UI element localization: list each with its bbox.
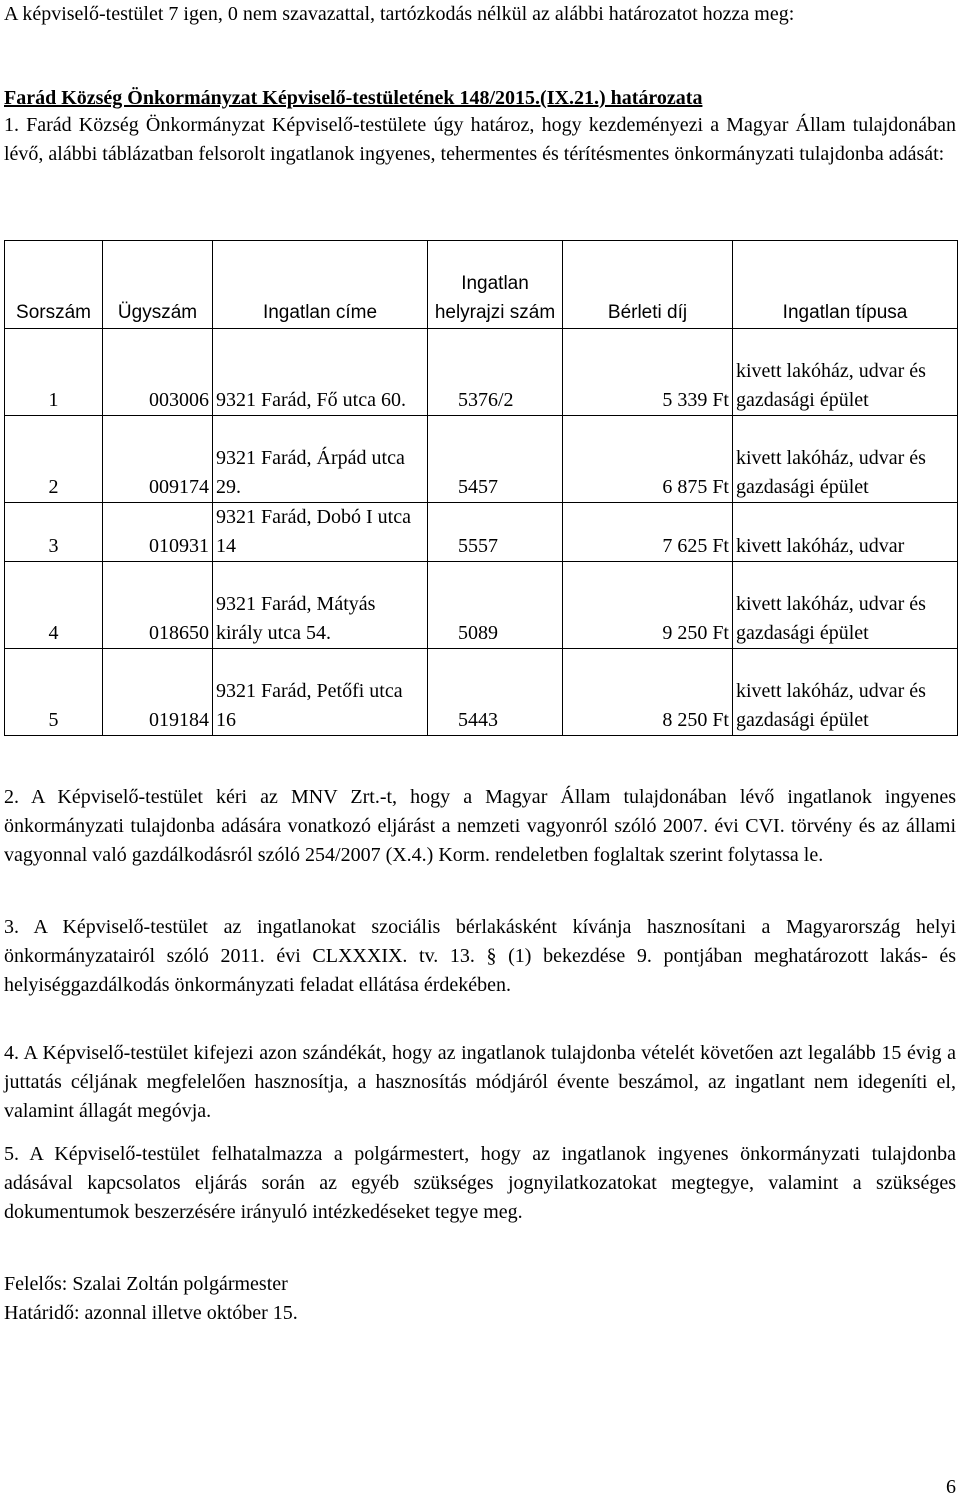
page-number: 6 [946, 1476, 956, 1498]
cell-hrsz: 5457 [428, 416, 563, 503]
header-case: Ügyszám [103, 241, 213, 329]
cell-case: 003006 [103, 329, 213, 416]
header-num: Sorszám [5, 241, 103, 329]
cell-address: 9321 Farád, Árpád utca 29. [213, 416, 428, 503]
cell-fee: 8 250 Ft [563, 649, 733, 736]
point-5-paragraph: 5. A Képviselő-testület felhatalmazza a polgármestert, hogy az ingatlanok ingyenes önkormányzati tulajdonba adásával kapcsolatos eljárás során az egyéb szükséges jognyilatkozatokat megtegye, valamint a szükséges dokumentumok beszerzésére irányuló intézkedéseket tegye meg. [4, 1143, 956, 1223]
cell-type: kivett lakóház, udvar és gazdasági épület [733, 329, 958, 416]
property-table [4, 240, 958, 736]
cell-address: 9321 Farád, Fő utca 60. [213, 329, 428, 416]
cell-fee: 7 625 Ft [563, 503, 733, 562]
cell-address: 9321 Farád, Dobó I utca 14 [213, 503, 428, 562]
cell-hrsz: 5557 [428, 503, 563, 562]
cell-case: 010931 [103, 503, 213, 562]
cell-num: 1 [5, 329, 103, 416]
cell-type: kivett lakóház, udvar és gazdasági épület [733, 416, 958, 503]
point-4-paragraph: 4. A Képviselő-testület kifejezi azon szándékát, hogy az ingatlanok tulajdonba vételét követően azt legalább 15 évig a juttatás céljának megfelelően hasznosítja, a hasznosítás módjáról évente beszámol, az ingatlant nem idegeníti el, valamint állagát megóvja. [4, 1042, 956, 1122]
cell-case: 018650 [103, 562, 213, 649]
cell-hrsz: 5376/2 [428, 329, 563, 416]
point-1-paragraph: 1. Farád Község Önkormányzat Képviselő-testülete úgy határoz, hogy kezdeményezi a Magyar Állam tulajdonában lévő, alábbi táblázatban felsorolt ingatlanok ingyenes, tehermentes és térítésmentes önkormányzati tulajdonba adását: [4, 114, 956, 165]
resolution-title: Farád Község Önkormányzat Képviselő-testületének 148/2015.(IX.21.) határozata [4, 87, 703, 109]
cell-type: kivett lakóház, udvar és gazdasági épület [733, 562, 958, 649]
cell-type: kivett lakóház, udvar és gazdasági épület [733, 649, 958, 736]
point-2-paragraph: 2. A Képviselő-testület kéri az MNV Zrt.-t, hogy a Magyar Állam tulajdonában lévő ingatlanok ingyenes önkormányzati tulajdonba adására vonatkozó eljárást a nemzeti vagyonról szóló 2007. évi CVI. törvény és az állami vagyonnal való gazdálkodásról szóló 254/2007 (X.4.) Korm. rendeletben foglaltak szerint folytassa le. [4, 786, 956, 866]
header-type: Ingatlan típusa [733, 241, 958, 329]
cell-num: 3 [5, 503, 103, 562]
table-row [5, 416, 958, 503]
cell-case: 009174 [103, 416, 213, 503]
cell-address: 9321 Farád, Mátyás király utca 54. [213, 562, 428, 649]
cell-num: 5 [5, 649, 103, 736]
header-address: Ingatlan címe [213, 241, 428, 329]
header-fee: Bérleti díj [563, 241, 733, 329]
table-row [5, 562, 958, 649]
intro-paragraph: A képviselő-testület 7 igen, 0 nem szavazattal, tartózkodás nélkül az alábbi határozatot hozza meg: [4, 3, 795, 25]
table-row [5, 649, 958, 736]
cell-fee: 5 339 Ft [563, 329, 733, 416]
header-hrsz: Ingatlan helyrajzi szám [428, 241, 563, 329]
cell-hrsz: 5443 [428, 649, 563, 736]
cell-hrsz: 5089 [428, 562, 563, 649]
cell-fee: 9 250 Ft [563, 562, 733, 649]
cell-address: 9321 Farád, Petőfi utca 16 [213, 649, 428, 736]
cell-num: 4 [5, 562, 103, 649]
table-row [5, 503, 958, 562]
cell-fee: 6 875 Ft [563, 416, 733, 503]
point-3-paragraph: 3. A Képviselő-testület az ingatlanokat szociális bérlakásként kívánja hasznosítani a Magyarország helyi önkormányzatairól szóló 2011. évi CLXXXIX. tv. 13. § (1) bekezdése 9. pontjában meghatározott lakás- és helyiséggazdálkodás önkormányzati feladat ellátása érdekében. [4, 916, 956, 996]
table-row [5, 329, 958, 416]
deadline-line: Határidő: azonnal illetve október 15. [4, 1302, 298, 1324]
table-header-row [5, 241, 958, 329]
responsible-line: Felelős: Szalai Zoltán polgármester [4, 1273, 288, 1295]
cell-type: kivett lakóház, udvar [733, 503, 958, 562]
cell-num: 2 [5, 416, 103, 503]
cell-case: 019184 [103, 649, 213, 736]
